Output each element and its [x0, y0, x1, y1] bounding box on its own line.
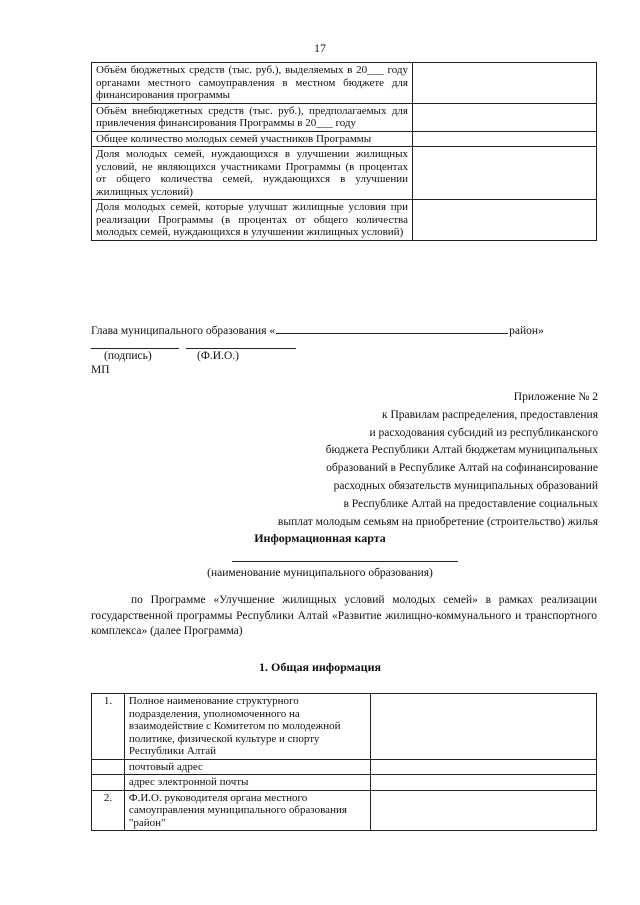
table-cell-value: [412, 131, 596, 147]
table-cell-value: [371, 759, 597, 775]
table-cell-value: [412, 200, 596, 241]
row-number: 2.: [92, 790, 125, 831]
table-cell-label: Объём бюджетных средств (тыс. руб.), выделяемых в 20___ году органами местного самоуправления в местном бюджете для финансирования программы: [92, 63, 413, 104]
name-line: [186, 348, 296, 349]
table-row: [92, 200, 597, 241]
table-cell-value: [371, 775, 597, 791]
municipality-name-blank: [232, 561, 458, 562]
appendix-line: выплат молодым семьям на приобретение (строительство) жилья: [277, 515, 598, 528]
table-cell-label: почтовый адрес: [124, 759, 370, 775]
stamp-label: МП: [91, 364, 110, 376]
table-cell-label: Доля молодых семей, нуждающихся в улучшении жилищных условий, не являющихся участниками Программы (в процентах от общего количества семей, нуждающихся в улучшении жилищных условий): [92, 147, 413, 200]
table-row: [92, 131, 597, 147]
budget-table: [91, 62, 597, 241]
table-row: [92, 103, 597, 131]
appendix-line: Приложение № 2: [513, 391, 598, 403]
row-number: [92, 775, 125, 791]
table-cell-label: Общее количество молодых семей участников Программы: [92, 131, 413, 147]
municipality-caption: (наименование муниципального образования): [207, 567, 433, 579]
head-signature-line: [91, 322, 611, 337]
name-caption: (Ф.И.О.): [197, 350, 239, 362]
appendix-block: [178, 389, 598, 531]
table-row: [92, 694, 597, 760]
table-cell-value: [371, 694, 597, 760]
appendix-line: в Республике Алтай на предоставление социальных: [343, 497, 598, 510]
appendix-line: расходных обязательств муниципальных образований: [333, 479, 598, 492]
table-cell-value: [412, 147, 596, 200]
table-cell-value: [371, 790, 597, 831]
table-row: [92, 775, 597, 791]
appendix-line: к Правилам распределения, предоставления: [381, 408, 598, 421]
card-title: Информационная карта: [254, 531, 386, 545]
appendix-line: и расходования субсидий из республиканского: [369, 426, 598, 439]
row-number: [92, 759, 125, 775]
signature-line: [91, 348, 179, 349]
intro-paragraph: по Программе «Улучшение жилищных условий молодых семей» в рамках реализации государственной программы Республики Алтай «Развитие жилищно-коммунального и транспортного комплекса» (далее Программа): [91, 594, 597, 637]
head-label: Глава муниципального образования «: [91, 325, 276, 337]
head-name-blank: [276, 322, 508, 334]
table-row: [92, 147, 597, 200]
head-suffix: район»: [509, 325, 544, 337]
page-number: 17: [314, 41, 326, 55]
table-cell-value: [412, 63, 596, 104]
table-row: [92, 759, 597, 775]
general-info-table: [91, 693, 597, 831]
appendix-line: бюджета Республики Алтай бюджетам муниципальных: [325, 444, 598, 457]
table-cell-label: Объём внебюджетных средств (тыс. руб.), предполагаемых для привлечения финансирования Программы в 20___ году: [92, 103, 413, 131]
table-cell-label: Ф.И.О. руководителя органа местного самоуправления муниципального образования "район": [124, 790, 370, 831]
table-cell-label: адрес электронной почты: [124, 775, 370, 791]
signature-caption: (подпись): [104, 350, 152, 362]
appendix-line: образований в Республике Алтай на софинансирование: [326, 462, 598, 475]
table-cell-value: [412, 103, 596, 131]
section-heading: 1. Общая информация: [259, 660, 381, 674]
row-number: 1.: [92, 694, 125, 760]
table-row: [92, 63, 597, 104]
table-row: [92, 790, 597, 831]
table-cell-label: Полное наименование структурного подразделения, уполномоченного на взаимодействие с Комитетом по молодежной политике, физической культуре и спорту Республики Алтай: [124, 694, 370, 760]
table-cell-label: Доля молодых семей, которые улучшат жилищные условия при реализации Программы (в процентах от общего количества молодых семей, нуждающихся в улучшении жилищных условий): [92, 200, 413, 241]
